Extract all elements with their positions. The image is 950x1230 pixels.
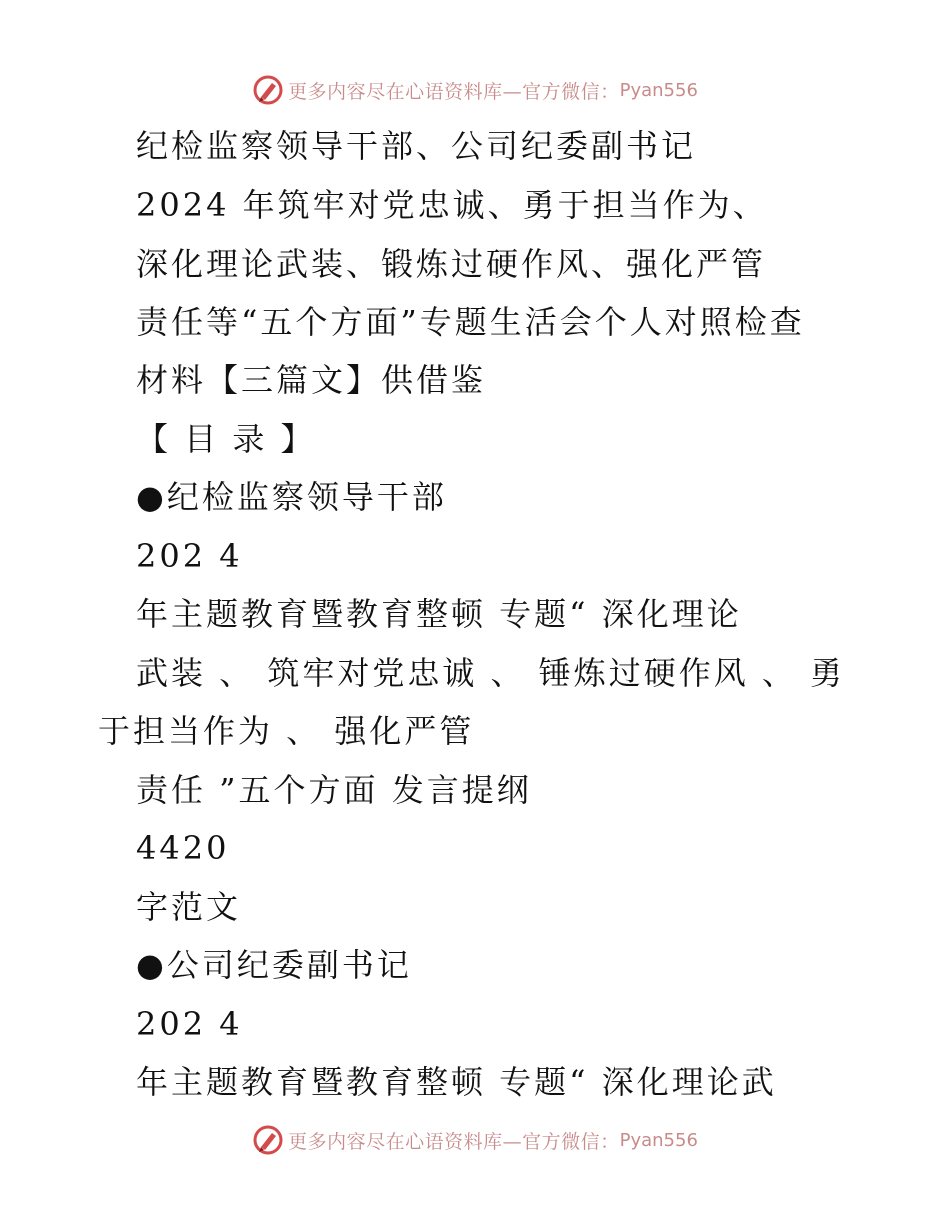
watermark-text: 更多内容尽在心语资料库—官方微信： [288,80,620,103]
toc-item-1-line-4: 责任 ”五个方面 发言提纲 [136,771,532,809]
toc-item-1-year: 202 4 [136,537,243,575]
toc-item-2: ●公司纪委副书记 [136,946,412,984]
header-watermark [0,70,950,110]
title-line-4: 责任等“五个方面”专题生活会个人对照检查 [136,303,805,341]
toc-item-1-line-2: 武装 、 筑牢对党忠诚 、 锤炼过硬作风 、 勇 [136,654,846,692]
title-line-2: 2024 年筑牢对党忠诚、勇于担当作为、 [136,186,768,224]
title-line-3: 深化理论武装、锻炼过硬作风、强化严管 [136,245,767,283]
watermark-contact: Pyan556 [619,79,698,101]
footer-watermark [0,1120,950,1160]
title-line-1: 纪检监察领导干部、公司纪委副书记 [136,127,697,165]
watermark-text: 更多内容尽在心语资料库—官方微信： [288,1130,620,1153]
toc-item-1-suffix: 字范文 [136,888,242,926]
pen-logo-icon [252,1124,284,1156]
pen-logo-icon [252,74,284,106]
toc-item-1-line-1: 年主题教育暨教育整顿 专题“ 深化理论 [136,595,742,633]
toc-item-1: ●纪检监察领导干部 [136,478,447,516]
toc-item-2-year: 202 4 [136,1005,243,1043]
toc-item-1-wordcount: 4420 [136,829,230,867]
toc-item-1-line-3: 于担当作为 、 强化严管 [98,712,475,750]
toc-heading: 【 目 录 】 [136,420,316,458]
watermark-contact: Pyan556 [619,1129,698,1151]
title-line-5: 材料【三篇文】供借鉴 [136,361,487,399]
toc-item-2-line-1: 年主题教育暨教育整顿 专题“ 深化理论武 [136,1063,777,1101]
